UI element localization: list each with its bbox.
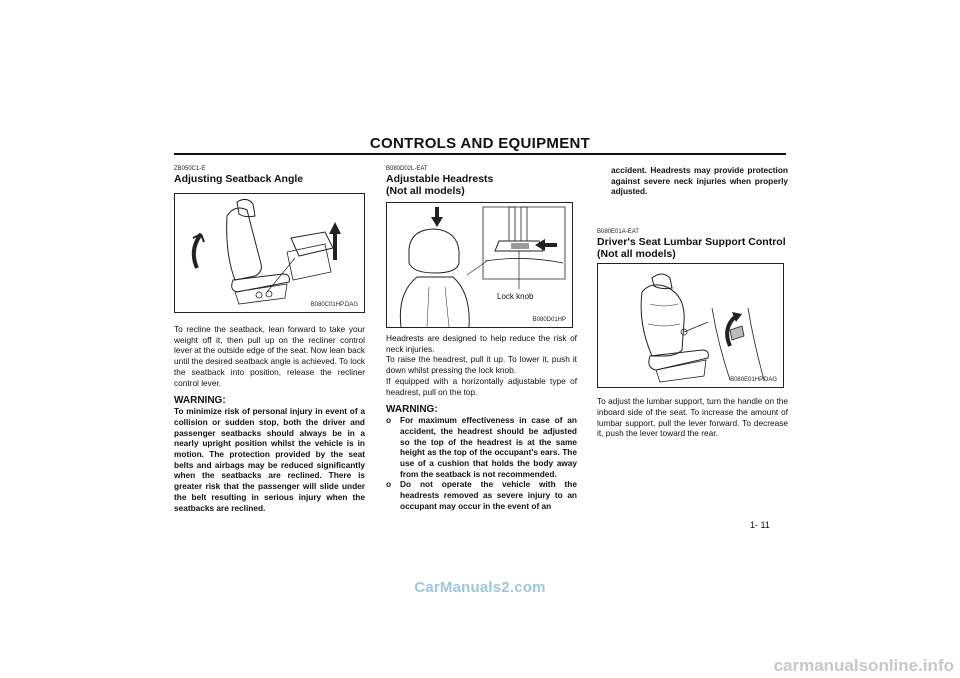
section-code: ZB050C1-E [174,166,206,172]
body-text-3: If equipped with a horizontally adjustable type of headrest, pull on the top. [386,375,577,397]
continued-warning-text: accident. Headrests may provide protection against severe neck injuries when properly adjusted. [611,165,788,197]
seat-recline-illustration [175,194,364,312]
section-heading-line2: (Not all models) [386,185,465,197]
section-seatback-angle [174,165,365,513]
section-lumbar-support [597,165,788,439]
bullet-marker: o [386,479,392,490]
section-heading: Adjusting Seatback Angle [174,173,304,185]
section-code: B080E01A-EAT [597,229,639,236]
page-header-title: CONTROLS AND EQUIPMENT [369,135,591,152]
warning-label: WARNING: [386,404,438,416]
figure-code: B080D01HP [532,317,566,323]
lumbar-seat-illustration [598,264,783,387]
warning-label: WARNING: [174,395,226,407]
body-text-1: Headrests are designed to help reduce the risk of neck injuries. [386,333,577,354]
section-code: B080D02L-EAT [386,166,428,172]
section-heading-line2: (Not all models) [597,248,676,261]
warning-item: o For maximum effectiveness in case of an accident, the headrest should be adjusted so the top of the headrest is at the same height as the top of the occupant's ears. The use of a cushion that holds the body away from the seatback is not recommended. [386,415,577,479]
warning-list [386,415,577,511]
figure-code: B080C01HP.DAG [310,302,358,308]
watermark-bottom[interactable]: carmanualsonline.info [773,656,954,675]
section-heading-line1: Driver's Seat Lumbar Support Control [597,236,786,249]
headrest-figure [386,202,573,328]
lock-knob-label: Lock knob [497,292,534,301]
body-text: To adjust the lumbar support, turn the handle on the inboard side of the seat. To increase the amount of lumbar support, pull the lever forward. To decrease it, push the lever toward the rear. [597,396,788,439]
warning-item: o Do not operate the vehicle with the headrests removed as severe injury to an occupant may occur in the event of an [386,479,577,511]
warning-text: To minimize risk of personal injury in event of a collision or sudden stop, both the driver and passenger seatbacks should always be in a nearly upright position whilst the vehicle is in motion. The protection provided by the seat belts and airbags may be reduced significantly when the seatbacks are reclined. There is greater risk that the passenger will slide under the belt resulting in serious injury when the seatbacks are reclined. [174,406,365,513]
body-text: To recline the seatback, lean forward to take your weight off it, then pull up on the recliner control lever at the outside edge of the seat. Now lean back until the desired seatback angle is achieved. To lock the seatback into position, release the recliner control lever. [174,324,365,388]
bullet-marker: o [386,415,392,426]
page-number: 1- 11 [750,520,770,530]
figure-code: B080E01HP.DAG [730,377,777,384]
section-heading-line1: Adjustable Headrests [386,173,494,185]
seatback-figure [174,193,365,313]
header-rule [174,153,786,155]
section-headrests [386,165,577,512]
headrest-illustration [387,203,572,327]
watermark-top[interactable]: CarManuals2.com [414,579,546,596]
lumbar-figure [597,263,784,388]
body-text-2: To raise the headrest, pull it up. To lower it, push it down whilst pressing the lock knob. [386,354,577,376]
